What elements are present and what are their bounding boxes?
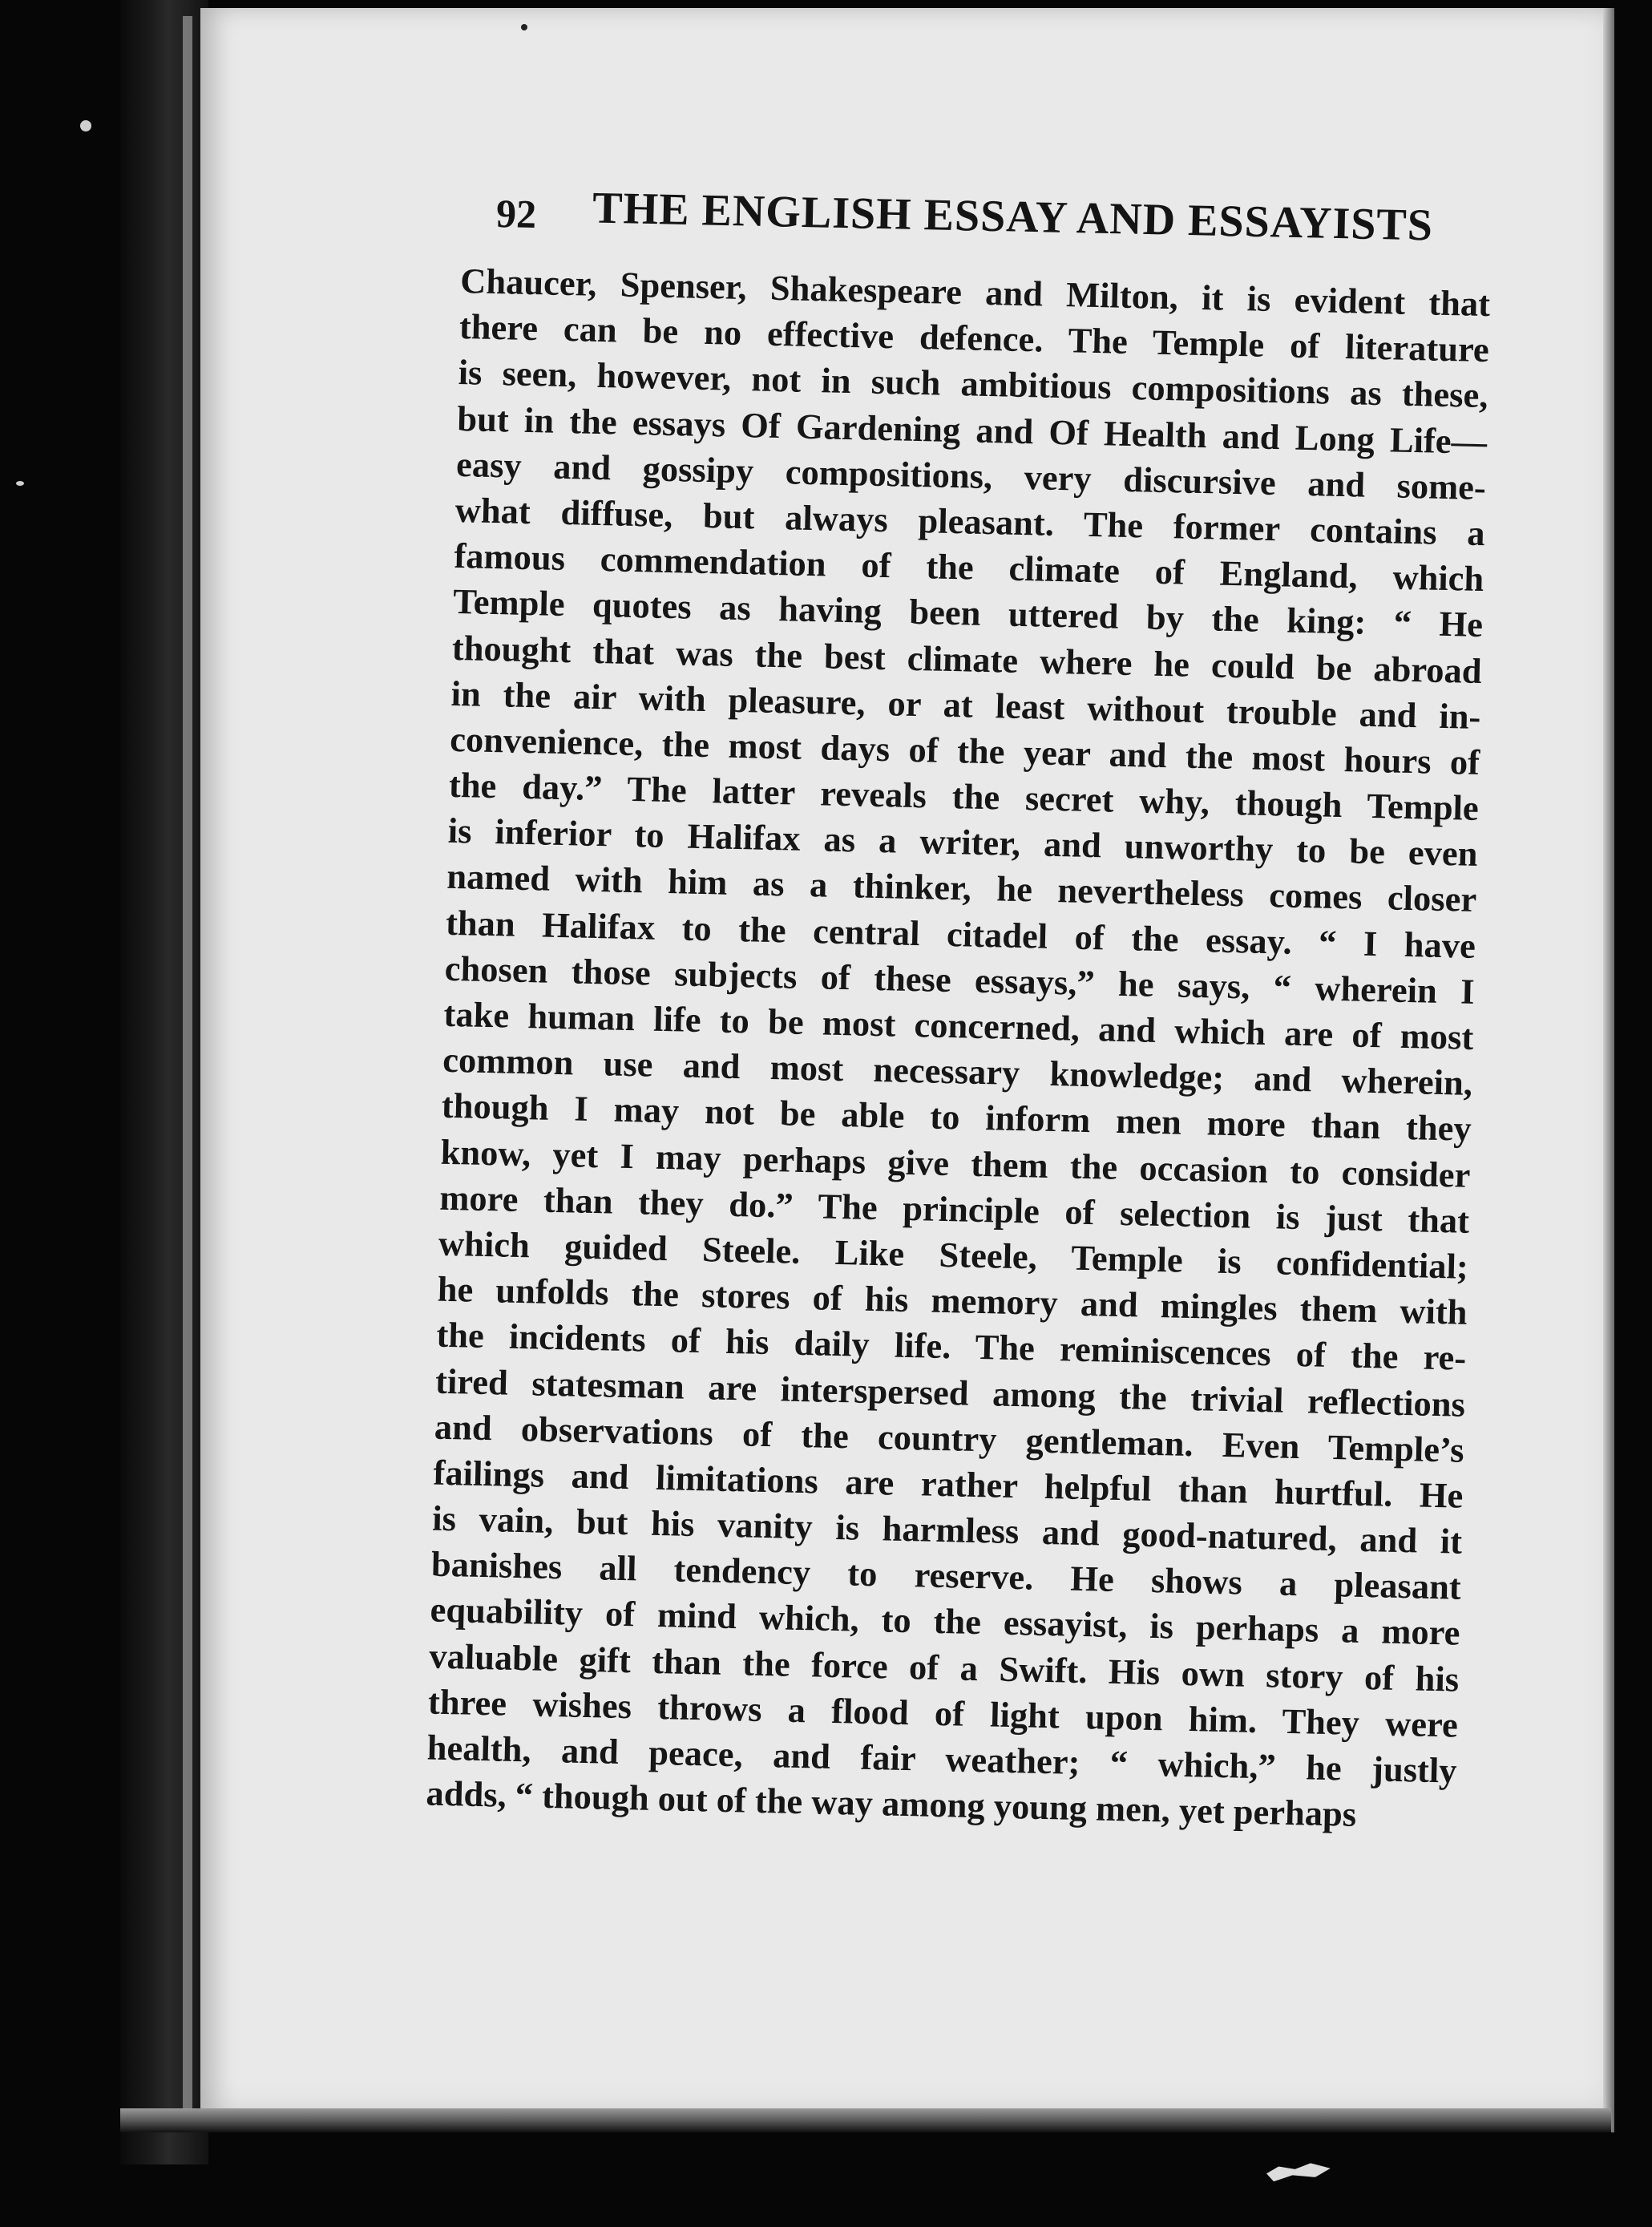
text-line: chosen those subjects of these essays,” he says, “ wherein I: [444, 948, 1476, 1012]
text-line: famous commendation of the climate of England, which: [454, 536, 1484, 600]
text-line: than Halifax to the central citadel of the essay. “ I have: [445, 902, 1476, 966]
text-line: what diffuse, but always pleasant. The former contains a: [454, 489, 1486, 554]
text-line: take human life to be most concerned, and which are of most: [443, 993, 1474, 1057]
text-line: adds, “ though out of the way among young men, yet perhaps: [425, 1772, 1357, 1835]
text-line: named with him as a thinker, he nevertheless comes closer: [446, 856, 1477, 920]
text-line: the incidents of his daily life. The reminiscences of the re-: [435, 1314, 1467, 1379]
body-text: [426, 258, 1491, 1840]
dust-speck: [521, 24, 527, 30]
page-gutter-edge: [183, 16, 192, 2132]
text-line: the day.” The latter reveals the secret why, though Temple: [448, 764, 1480, 829]
text-line: which guided Steele. Like Steele, Temple is confidential;: [438, 1223, 1469, 1287]
text-line: convenience, the most days of the year and the most hours of: [449, 718, 1480, 782]
text-line: valuable gift than the force of a Swift. His own story of his: [428, 1635, 1460, 1700]
book-binding: [120, 0, 208, 2164]
text-line: equability of mind which, to the essayist, is perhaps a more: [430, 1590, 1460, 1654]
text-line: more than they do.” The principle of selection is just that: [438, 1177, 1470, 1241]
text-line: is seen, however, not in such ambitious compositions as these,: [458, 352, 1489, 416]
text-line: is vain, but his vanity is harmless and good-natured, and it: [431, 1497, 1463, 1562]
text-line: easy and gossipy compositions, very discursive and some-: [455, 443, 1487, 507]
text-line: health, and peace, and fair weather; “ which,” he justly: [426, 1727, 1458, 1791]
page-bottom-edge: [120, 2108, 1611, 2132]
text-line: and observations of the country gentleman. Even Temple’s: [434, 1406, 1465, 1470]
text-line: banishes all tendency to reserve. He shows a pleasant: [430, 1543, 1462, 1607]
text-line: failings and limitations are rather helpful than hurtful. He: [433, 1452, 1464, 1516]
page-right-edge: [1603, 8, 1614, 2132]
text-line: but in the essays Of Gardening and Of Health and Long Life—: [456, 398, 1488, 462]
running-title: THE ENGLISH ESSAY AND ESSAYISTS: [592, 183, 1434, 251]
text-line: there can be no effective defence. The Temple of literature: [458, 306, 1490, 370]
text-line: is inferior to Halifax as a writer, and unworthy to be even: [447, 810, 1479, 875]
text-line: though I may not be able to inform men more than they: [441, 1085, 1472, 1150]
text-line: Temple quotes as having been uttered by the king: “ He: [452, 581, 1484, 645]
text-line: Chaucer, Spenser, Shakespeare and Milton, it is evident that: [459, 260, 1491, 325]
text-line: in the air with pleasure, or at least without trouble and in-: [450, 673, 1481, 737]
page-number: 92: [495, 190, 537, 237]
dust-speck: [16, 481, 24, 486]
text-line: he unfolds the stores of his memory and mingles them with: [437, 1268, 1468, 1332]
dust-speck: [80, 120, 91, 131]
text-line: tired statesman are interspersed among the trivial reflections: [434, 1360, 1466, 1425]
text-line: three wishes throws a flood of light upon him. They were: [427, 1681, 1459, 1745]
text-line: know, yet I may perhaps give them the occasion to consider: [440, 1131, 1471, 1195]
text-line: common use and most necessary knowledge; and wherein,: [442, 1039, 1473, 1104]
text-line: thought that was the best climate where he could be abroad: [451, 627, 1483, 691]
